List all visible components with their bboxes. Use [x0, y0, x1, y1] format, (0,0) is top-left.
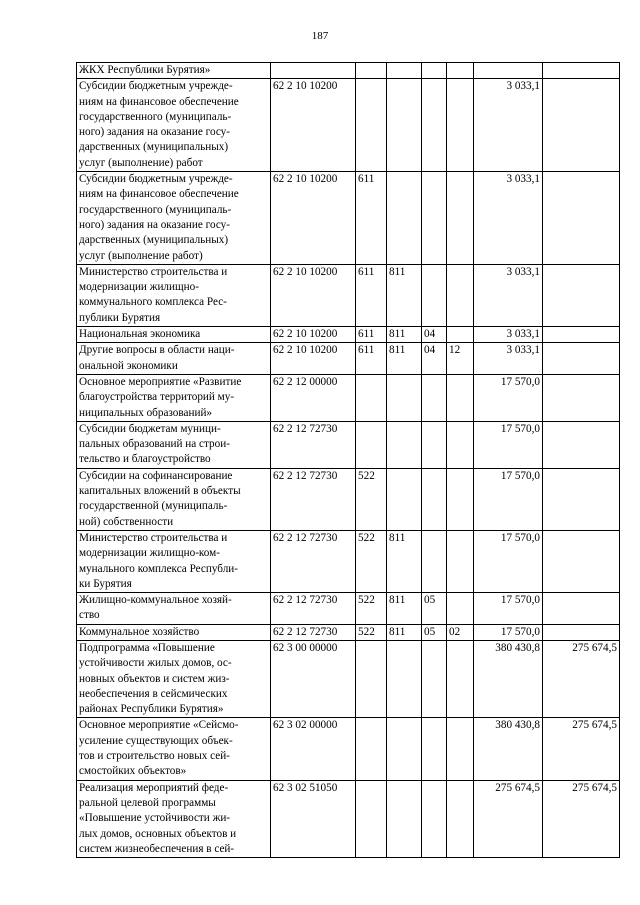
- subsection-code: [447, 421, 474, 468]
- amount-1: [474, 63, 543, 79]
- section-code: [422, 374, 447, 421]
- row-name: Субсидии бюджетным учрежде- ниям на финансовое обеспечение государственного (муниципаль- ного) задания на оказание госу- дарственных (муниципальных) услуг (выполнение) работ: [77, 79, 271, 172]
- section-code: [422, 264, 447, 326]
- section-code: [422, 468, 447, 530]
- table-row: [77, 530, 620, 592]
- administrator-code: [387, 421, 422, 468]
- row-name: Другие вопросы в области наци- ональной экономики: [77, 343, 271, 375]
- expense-type-code: [356, 374, 387, 421]
- section-code: [422, 640, 447, 717]
- expense-type-code: 522: [356, 530, 387, 592]
- target-article-code: 62 2 10 10200: [271, 79, 356, 172]
- row-name: Реализация мероприятий феде- ральной целевой программы «Повышение устойчивости жи- лых домов, основных объектов и систем жизнеобеспечения в сей-: [77, 780, 271, 857]
- subsection-code: 12: [447, 343, 474, 375]
- row-name: Подпрограмма «Повышение устойчивости жилых домов, ос- новных объектов и систем жиз- необеспечения в сейсмических районах Республики Бурятия»: [77, 640, 271, 717]
- subsection-code: [447, 468, 474, 530]
- table-row: [77, 172, 620, 265]
- budget-table: [76, 62, 620, 858]
- section-code: [422, 780, 447, 857]
- section-code: 05: [422, 624, 447, 640]
- amount-2: [543, 624, 620, 640]
- row-name: Министерство строительства и модернизации жилищно- коммунального комплекса Рес- публики Бурятия: [77, 264, 271, 326]
- subsection-code: [447, 172, 474, 265]
- budget-table-body: [77, 63, 620, 858]
- administrator-code: [387, 780, 422, 857]
- subsection-code: [447, 530, 474, 592]
- expense-type-code: [356, 79, 387, 172]
- administrator-code: 811: [387, 343, 422, 375]
- table-row: [77, 593, 620, 625]
- subsection-code: [447, 640, 474, 717]
- administrator-code: 811: [387, 327, 422, 343]
- administrator-code: [387, 468, 422, 530]
- amount-1: 3 033,1: [474, 327, 543, 343]
- expense-type-code: 611: [356, 172, 387, 265]
- amount-2: [543, 593, 620, 625]
- subsection-code: [447, 264, 474, 326]
- target-article-code: 62 3 02 51050: [271, 780, 356, 857]
- expense-type-code: 522: [356, 593, 387, 625]
- section-code: 04: [422, 343, 447, 375]
- target-article-code: 62 2 12 72730: [271, 421, 356, 468]
- subsection-code: [447, 79, 474, 172]
- expense-type-code: [356, 780, 387, 857]
- section-code: 04: [422, 327, 447, 343]
- target-article-code: 62 2 12 00000: [271, 374, 356, 421]
- amount-1: 3 033,1: [474, 172, 543, 265]
- target-article-code: 62 2 10 10200: [271, 264, 356, 326]
- amount-2: [543, 264, 620, 326]
- subsection-code: [447, 327, 474, 343]
- row-name: Субсидии бюджетам муници- пальных образований на строи- тельство и благоустройство: [77, 421, 271, 468]
- table-row: [77, 421, 620, 468]
- amount-1: 17 570,0: [474, 421, 543, 468]
- row-name: Министерство строительства и модернизации жилищно-ком- мунального комплекса Республи- ки Бурятия: [77, 530, 271, 592]
- row-name: Основное мероприятие «Развитие благоустройства территорий му- ниципальных образований»: [77, 374, 271, 421]
- amount-2: [543, 421, 620, 468]
- section-code: [422, 421, 447, 468]
- expense-type-code: 522: [356, 468, 387, 530]
- amount-1: 17 570,0: [474, 468, 543, 530]
- amount-1: 17 570,0: [474, 374, 543, 421]
- row-name: Национальная экономика: [77, 327, 271, 343]
- expense-type-code: [356, 640, 387, 717]
- amount-2: [543, 79, 620, 172]
- section-code: [422, 718, 447, 780]
- expense-type-code: 522: [356, 624, 387, 640]
- row-name: Коммунальное хозяйство: [77, 624, 271, 640]
- row-name: Субсидии бюджетным учрежде- ниям на финансовое обеспечение государственного (муниципаль- ного) задания на оказание госу- дарственных (муниципальных) услуг (выполнение работ): [77, 172, 271, 265]
- amount-2: 275 674,5: [543, 780, 620, 857]
- amount-2: 275 674,5: [543, 718, 620, 780]
- row-name: Субсидии на софинансирование капитальных вложений в объекты государственной (муниципаль- ной) собственности: [77, 468, 271, 530]
- administrator-code: [387, 172, 422, 265]
- amount-2: [543, 343, 620, 375]
- amount-1: 3 033,1: [474, 264, 543, 326]
- amount-2: 275 674,5: [543, 640, 620, 717]
- subsection-code: [447, 718, 474, 780]
- amount-1: 3 033,1: [474, 343, 543, 375]
- administrator-code: [387, 63, 422, 79]
- administrator-code: [387, 718, 422, 780]
- amount-1: 380 430,8: [474, 640, 543, 717]
- section-code: [422, 530, 447, 592]
- administrator-code: [387, 374, 422, 421]
- amount-1: 17 570,0: [474, 530, 543, 592]
- table-row: [77, 343, 620, 375]
- subsection-code: 02: [447, 624, 474, 640]
- table-row: [77, 264, 620, 326]
- row-name: Жилищно-коммунальное хозяй- ство: [77, 593, 271, 625]
- expense-type-code: 611: [356, 327, 387, 343]
- expense-type-code: 611: [356, 264, 387, 326]
- table-row: [77, 79, 620, 172]
- target-article-code: 62 2 10 10200: [271, 327, 356, 343]
- amount-2: [543, 374, 620, 421]
- amount-2: [543, 530, 620, 592]
- table-row: [77, 327, 620, 343]
- table-row: [77, 468, 620, 530]
- amount-1: 3 033,1: [474, 79, 543, 172]
- target-article-code: 62 3 02 00000: [271, 718, 356, 780]
- amount-2: [543, 172, 620, 265]
- amount-2: [543, 327, 620, 343]
- amount-2: [543, 63, 620, 79]
- target-article-code: 62 2 12 72730: [271, 468, 356, 530]
- target-article-code: [271, 63, 356, 79]
- amount-2: [543, 468, 620, 530]
- administrator-code: 811: [387, 593, 422, 625]
- page-number: 187: [311, 30, 329, 42]
- expense-type-code: [356, 421, 387, 468]
- administrator-code: 811: [387, 264, 422, 326]
- expense-type-code: 611: [356, 343, 387, 375]
- expense-type-code: [356, 63, 387, 79]
- target-article-code: 62 2 12 72730: [271, 624, 356, 640]
- administrator-code: [387, 640, 422, 717]
- target-article-code: 62 2 12 72730: [271, 530, 356, 592]
- target-article-code: 62 2 10 10200: [271, 172, 356, 265]
- subsection-code: [447, 63, 474, 79]
- row-name: Основное мероприятие «Сейсмо- усиление существующих объек- тов и строительство новых сей- смостойких объектов»: [77, 718, 271, 780]
- section-code: [422, 79, 447, 172]
- administrator-code: 811: [387, 624, 422, 640]
- table-row: [77, 780, 620, 857]
- section-code: [422, 172, 447, 265]
- table-row: [77, 624, 620, 640]
- section-code: 05: [422, 593, 447, 625]
- administrator-code: 811: [387, 530, 422, 592]
- amount-1: 17 570,0: [474, 624, 543, 640]
- table-row: [77, 640, 620, 717]
- target-article-code: 62 2 12 72730: [271, 593, 356, 625]
- section-code: [422, 63, 447, 79]
- subsection-code: [447, 780, 474, 857]
- amount-1: 380 430,8: [474, 718, 543, 780]
- subsection-code: [447, 593, 474, 625]
- target-article-code: 62 3 00 00000: [271, 640, 356, 717]
- expense-type-code: [356, 718, 387, 780]
- administrator-code: [387, 79, 422, 172]
- table-row: [77, 374, 620, 421]
- row-name: ЖКХ Республики Бурятия»: [77, 63, 271, 79]
- table-row: [77, 63, 620, 79]
- target-article-code: 62 2 10 10200: [271, 343, 356, 375]
- table-row: [77, 718, 620, 780]
- amount-1: 275 674,5: [474, 780, 543, 857]
- amount-1: 17 570,0: [474, 593, 543, 625]
- subsection-code: [447, 374, 474, 421]
